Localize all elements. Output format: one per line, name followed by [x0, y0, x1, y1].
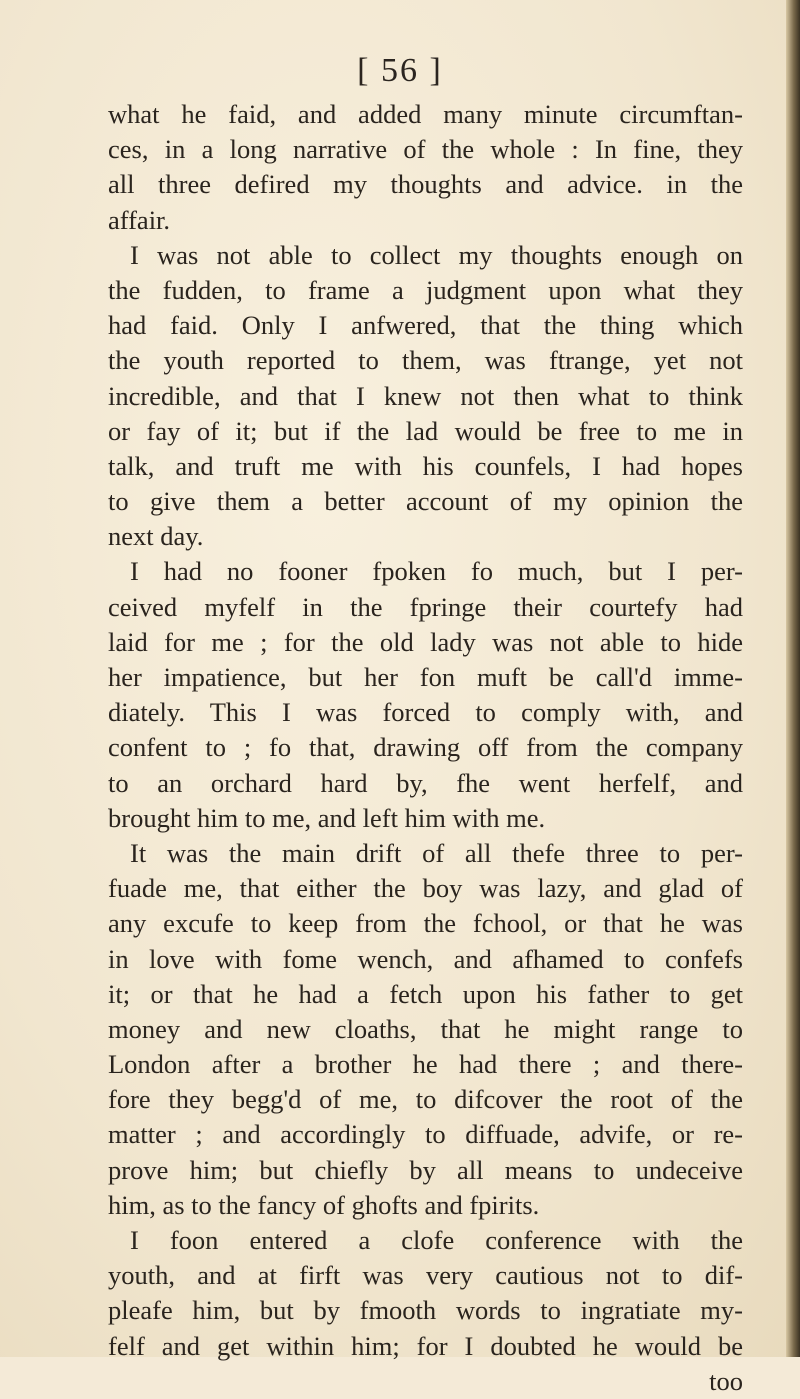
text-line: all three defired my thoughts and advice. in the [108, 169, 743, 200]
text-line: laid for me ; for the old lady was not able to hide [108, 626, 743, 657]
text-line: confent to ; fo that, drawing off from the company [108, 732, 743, 763]
text-line: in love with fome wench, and afhamed to confefs [108, 943, 743, 974]
text-line: her impatience, but her fon muft be call'd imme- [108, 662, 743, 692]
page-number-header: [ 56 ] [357, 52, 443, 89]
text-line: to give them a better account of my opinion the [108, 486, 743, 517]
text-line: incredible, and that I knew not then what to think [108, 380, 743, 411]
text-line: prove him; but chiefly by all means to undeceive [108, 1154, 743, 1185]
text-line: I foon entered a clofe conference with the [130, 1225, 743, 1255]
text-line: to an orchard hard by, fhe went herfelf, and [108, 767, 743, 798]
text-line: I was not able to collect my thoughts enough on [130, 239, 743, 270]
text-line: affair. [108, 204, 171, 235]
text-line: ces, in a long narrative of the whole : In fine, they [108, 134, 743, 165]
text-line: matter ; and accordingly to diffuade, advife, or re- [108, 1119, 743, 1150]
text-line: felf and get within him; for I doubted he would be [108, 1330, 743, 1361]
text-line: it; or that he had a fetch upon his father to get [108, 978, 743, 1009]
text-line: money and new cloaths, that he might range to [108, 1013, 743, 1044]
text-line: the youth reported to them, was ftrange, yet not [108, 345, 743, 376]
text-line: fuade me, that either the boy was lazy, and glad of [108, 873, 743, 904]
text-line: the fudden, to frame a judgment upon what they [108, 274, 743, 305]
text-line: London after a brother he had there ; and there- [108, 1049, 743, 1080]
text-line: what he faid, and added many minute circumftan- [108, 99, 743, 129]
text-line: any excufe to keep from the fchool, or that he was [108, 908, 743, 939]
text-line: him, as to the fancy of ghofts and fpirits. [108, 1189, 540, 1220]
catchword: too [709, 1365, 743, 1396]
text-line: next day. [108, 521, 204, 552]
text-line: or fay of it; but if the lad would be free to me in [108, 415, 743, 446]
page-edge [786, 0, 800, 1357]
text-line: brought him to me, and left him with me. [108, 802, 546, 833]
text-line: It was the main drift of all thefe three to per- [130, 837, 743, 868]
text-line: talk, and truft me with his counfels, I had hopes [108, 450, 743, 481]
text-line: diately. This I was forced to comply with, and [108, 697, 743, 728]
text-line: youth, and at firft was very cautious not to dif- [108, 1260, 743, 1291]
text-line: pleafe him, but by fmooth words to ingratiate my- [108, 1295, 743, 1326]
text-line: I had no fooner fpoken fo much, but I per- [130, 556, 743, 587]
text-line: had faid. Only I anfwered, that the thing which [108, 310, 743, 341]
body-text [108, 97, 743, 1399]
text-line: fore they begg'd of me, to difcover the root of the [108, 1084, 743, 1115]
text-line: ceived myfelf in the fpringe their courtefy had [108, 591, 743, 622]
